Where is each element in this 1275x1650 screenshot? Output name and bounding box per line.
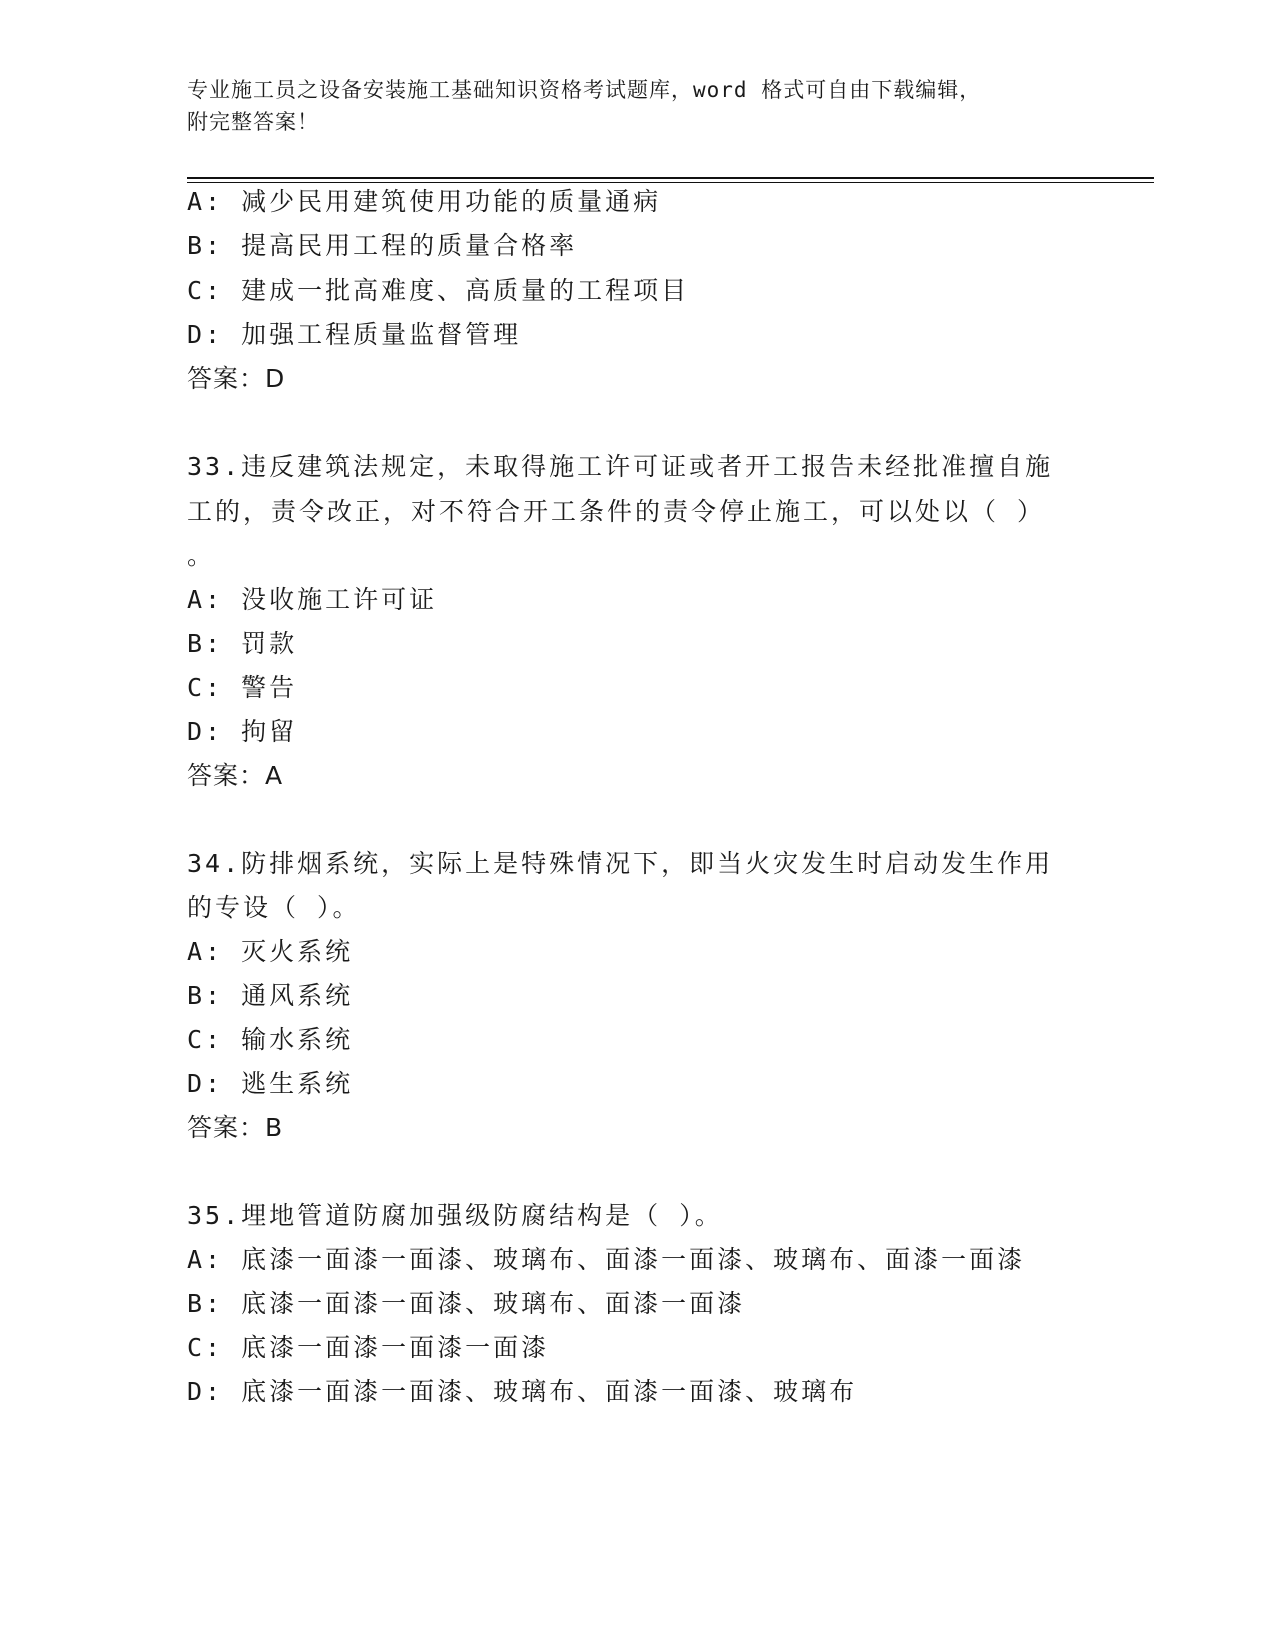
- q33-option-b: B: 罚款: [187, 629, 298, 658]
- q35-stem-line-1: 35.埋地管道防腐加强级防腐结构是（ ）。: [187, 1201, 723, 1230]
- header-line-1: 专业施工员之设备安装施工基础知识资格考试题库，word 格式可自由下载编辑，: [187, 78, 982, 102]
- header-divider-thin: [187, 182, 1154, 183]
- q33-stem-line-3: 。: [187, 541, 216, 570]
- header-divider-thick: [187, 177, 1154, 179]
- q34-option-b: B: 通风系统: [187, 981, 354, 1010]
- q33-stem-line-2: 工的，责令改正，对不符合开工条件的责令停止施工，可以处以（ ）: [187, 497, 1046, 526]
- q34-stem-line-2: 的专设（ ）。: [187, 893, 361, 922]
- q33-option-c: C: 警告: [187, 673, 298, 702]
- q35-option-c: C: 底漆一面漆一面漆一面漆: [187, 1333, 550, 1362]
- prev-option-c: C: 建成一批高难度、高质量的工程项目: [187, 276, 690, 305]
- prev-option-b: B: 提高民用工程的质量合格率: [187, 231, 578, 260]
- prev-option-a: A: 减少民用建筑使用功能的质量通病: [187, 187, 662, 216]
- document-header: [187, 74, 1067, 138]
- header-line-2: 附完整答案！: [187, 110, 319, 134]
- q34-option-c: C: 输水系统: [187, 1025, 354, 1054]
- q34-option-a: A: 灭火系统: [187, 937, 354, 966]
- prev-option-d: D: 加强工程质量监督管理: [187, 320, 522, 349]
- q35-option-b: B: 底漆一面漆一面漆、玻璃布、面漆一面漆: [187, 1289, 746, 1318]
- q33-stem-line-1: 33.违反建筑法规定，未取得施工许可证或者开工报告未经批准擅自施: [187, 452, 1054, 481]
- q33-option-d: D: 拘留: [187, 717, 298, 746]
- q34-option-d: D: 逃生系统: [187, 1069, 354, 1098]
- q35-option-d: D: 底漆一面漆一面漆、玻璃布、面漆一面漆、玻璃布: [187, 1377, 858, 1406]
- q34-stem-line-1: 34.防排烟系统，实际上是特殊情况下，即当火灾发生时启动发生作用: [187, 849, 1054, 878]
- q33-answer: 答案：A: [187, 761, 284, 790]
- q33-option-a: A: 没收施工许可证: [187, 585, 438, 614]
- prev-answer: 答案：D: [187, 364, 286, 393]
- q34-answer: 答案：B: [187, 1113, 284, 1142]
- q35-option-a: A: 底漆一面漆一面漆、玻璃布、面漆一面漆、玻璃布、面漆一面漆: [187, 1245, 1026, 1274]
